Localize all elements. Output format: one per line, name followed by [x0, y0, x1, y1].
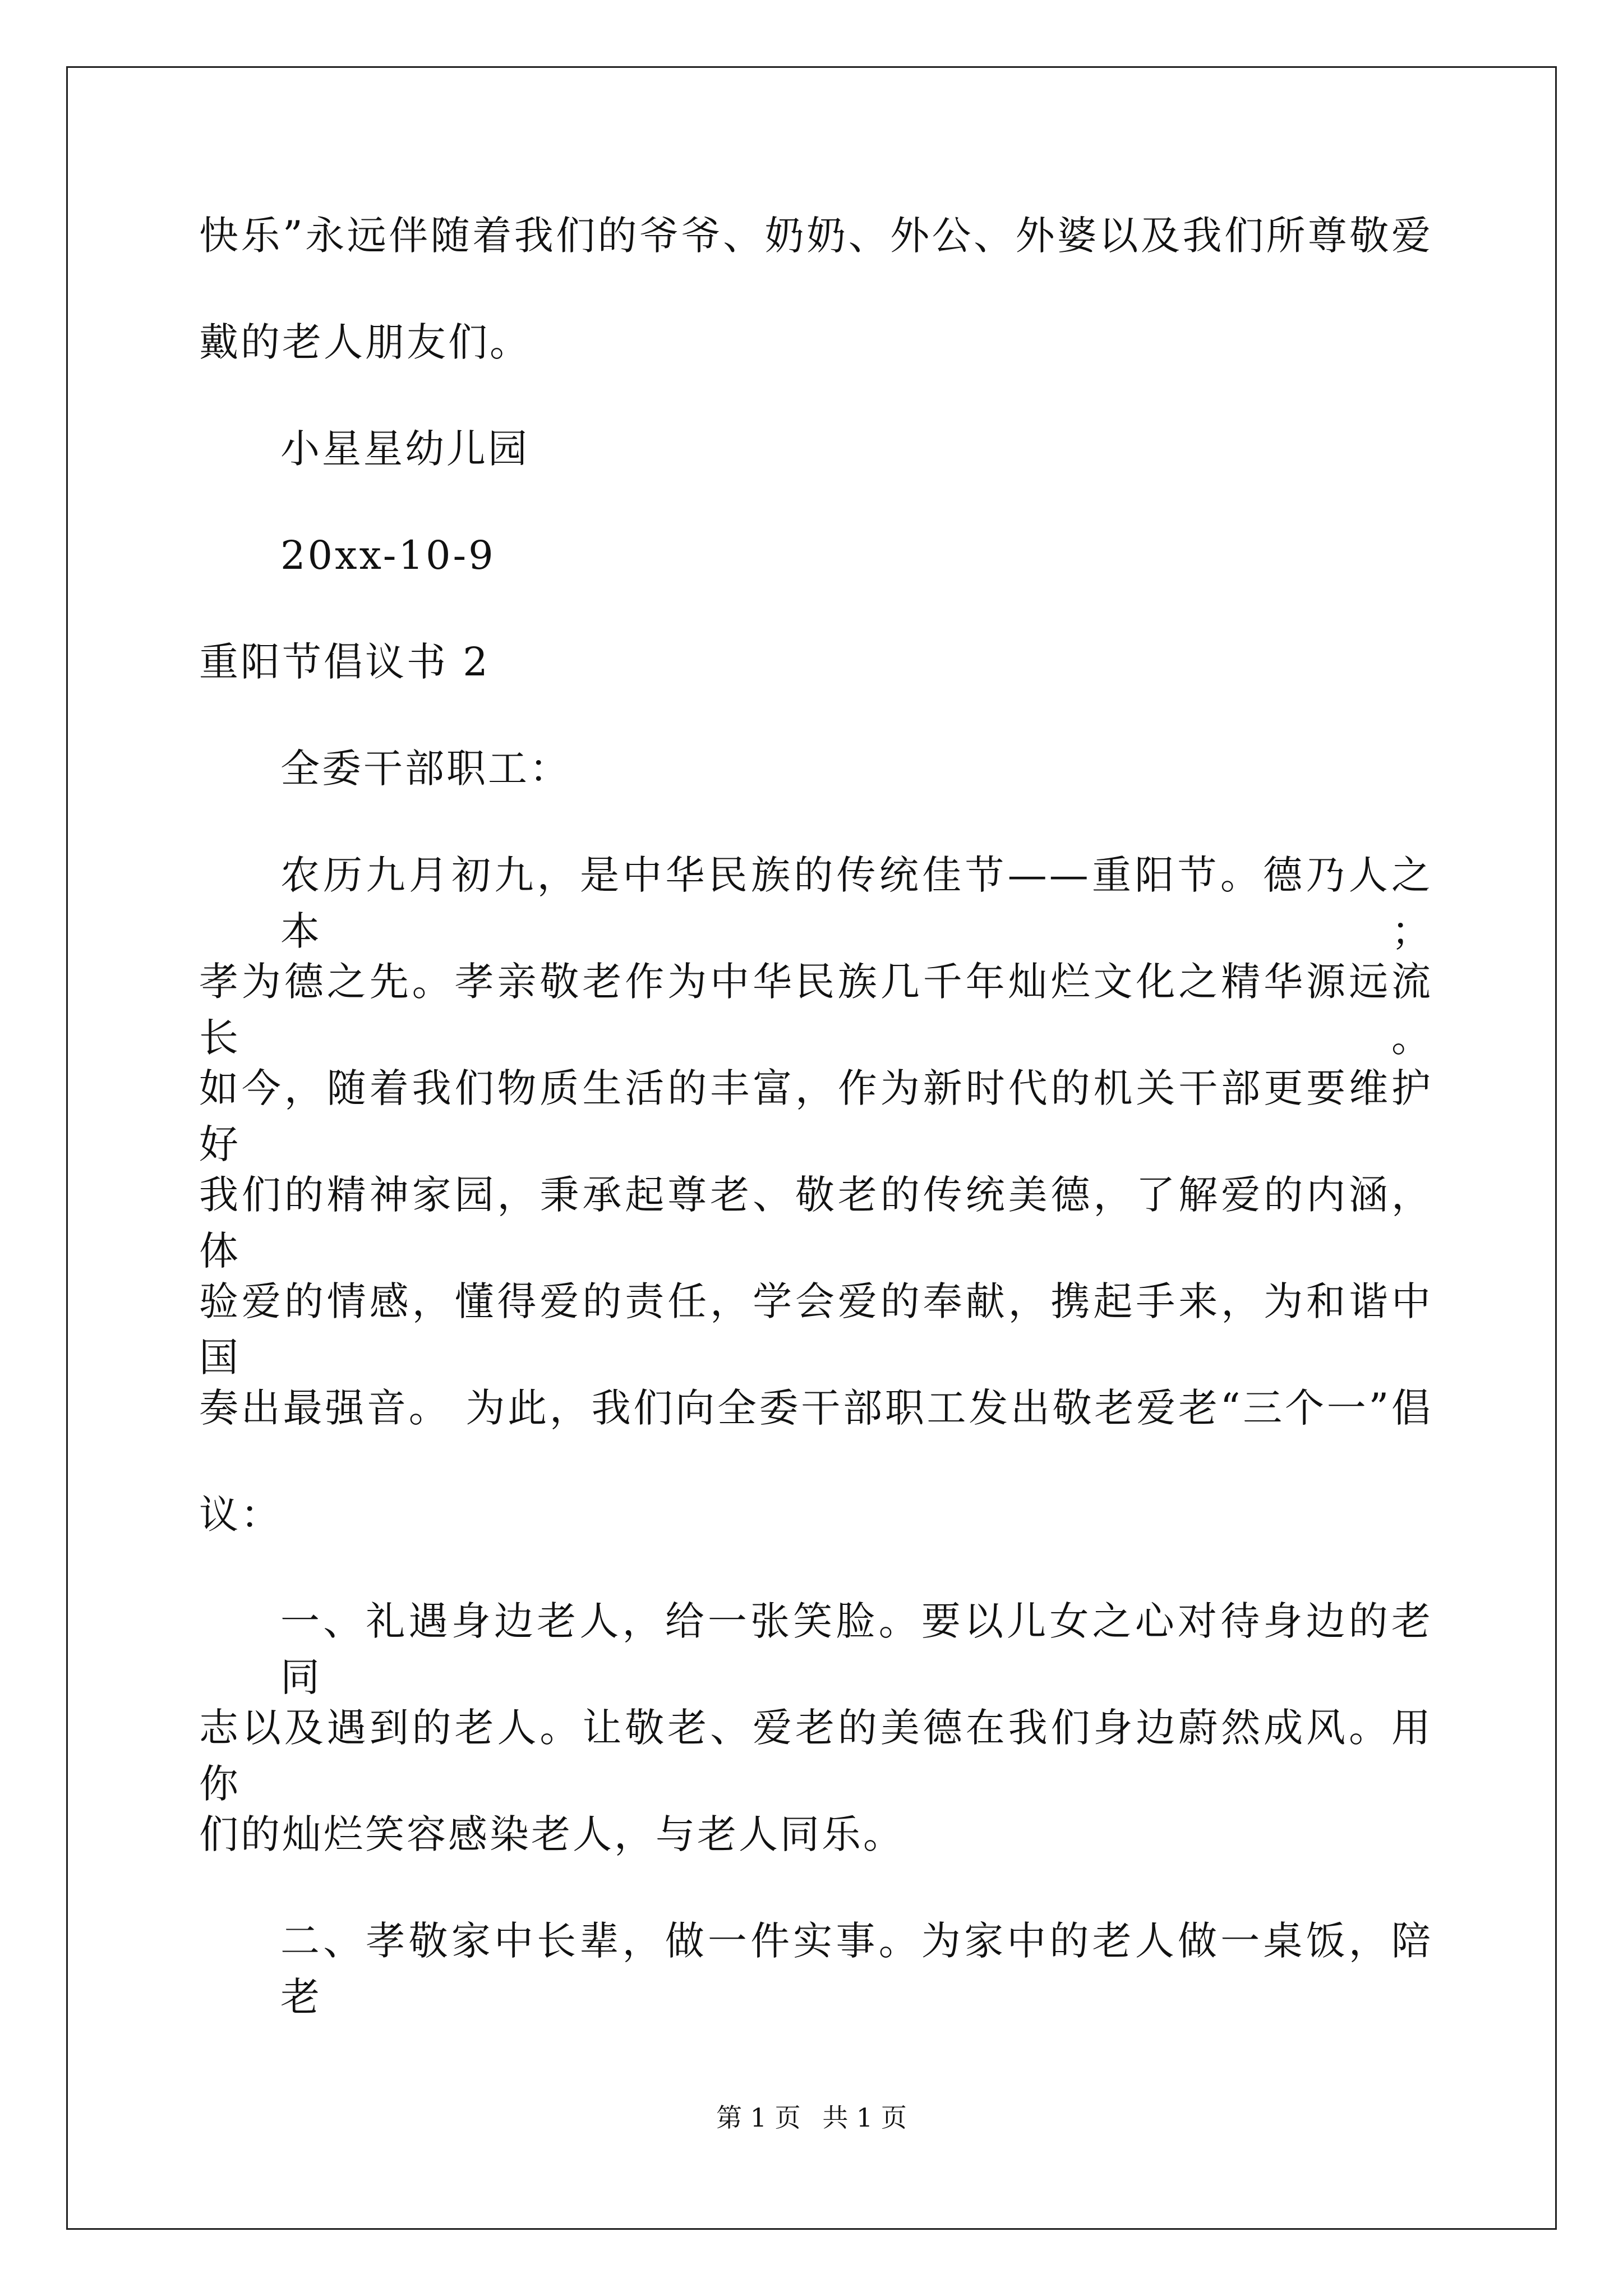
- text-line: 二、孝敬家中长辈，做一件实事。为家中的老人做一桌饭，陪老: [280, 1918, 1433, 2020]
- text-line: 们的灿烂笑容感染老人，与老人同乐。: [199, 1811, 905, 1857]
- page-number-current: 第 1 页: [716, 2102, 801, 2133]
- text-line: 重阳节倡议书 2: [199, 639, 490, 685]
- text-line: 孝为德之先。孝亲敬老作为中华民族几千年灿烂文化之精华源远流长。: [199, 959, 1433, 1061]
- text-line: 奏出最强音。 为此，我们向全委干部职工发出敬老爱老“三个一”倡: [199, 1385, 1433, 1431]
- page-number-total: 共 1 页: [822, 2102, 907, 2133]
- text-line: 一、礼遇身边老人，给一张笑脸。要以儿女之心对待身边的老同: [280, 1598, 1433, 1700]
- text-line: 快乐”永远伴随着我们的爷爷、奶奶、外公、外婆以及我们所尊敬爱: [199, 213, 1433, 259]
- text-line: 20xx-10-9: [280, 532, 496, 578]
- text-line: 议：: [199, 1492, 282, 1538]
- text-line: 小星星幼儿园: [280, 426, 529, 472]
- text-line: 戴的老人朋友们。: [199, 319, 531, 365]
- document-body: [199, 208, 1433, 2019]
- text-line: 农历九月初九，是中华民族的传统佳节——重阳节。德乃人之本；: [280, 852, 1433, 954]
- text-line: 我们的精神家园，秉承起尊老、敬老的传统美德，了解爱的内涵，体: [199, 1172, 1433, 1274]
- text-line: 志以及遇到的老人。让敬老、爱老的美德在我们身边蔚然成风。用你: [199, 1705, 1433, 1807]
- text-line: 如今，随着我们物质生活的丰富，作为新时代的机关干部更要维护好: [199, 1065, 1433, 1167]
- page-footer: [0, 2101, 1623, 2134]
- text-line: 验爱的情感，懂得爱的责任，学会爱的奉献，携起手来，为和谐中国: [199, 1278, 1433, 1381]
- text-line: 全委干部职工：: [280, 746, 571, 792]
